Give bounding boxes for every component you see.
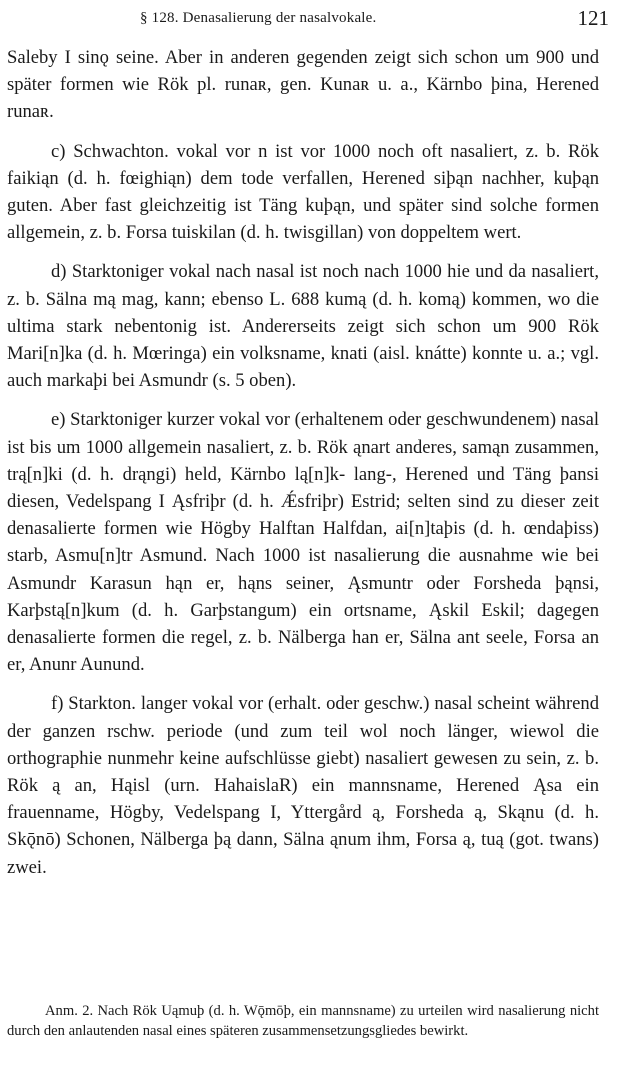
footnote-anm-2: Anm. 2. Nach Rök Uąmuþ (d. h. Wǭmōþ, ein mannsname) zu urteilen wird nasalierung nicht durch den anlautenden nasal eines späteren zusammensetzungsgliedes bewirkt. — [7, 1002, 599, 1040]
paragraph-continuation: Saleby I sinǫ seine. Aber in anderen gegenden zeigt sich schon um 900 und später formen wie Rök pl. runaʀ, gen. Kunaʀ u. a., Kärnbo þina, Herened runaʀ. — [7, 47, 599, 123]
page-header — [0, 6, 621, 32]
page-number: 121 — [577, 6, 609, 30]
paragraph-e: e) Starktoniger kurzer vokal vor (erhaltenem oder geschwundenem) nasal ist bis um 1000 allgemein nasaliert, z. b. Rök ąnart anderes, samąn zusammen, trą[n]ki (d. h. drąngi) held, Kärnbo lą[n]k- lang-, Herened und Täng þansi diesen, Vedelspang I Ąsfriþr (d. h. Ǽsfriþr) Estrid; selten sind zu dieser zeit denasalierte formen wie Högby Halftan Halfdan, ai[n]taþis (d. h. œndaþiss) starb, Asmu[n]tr Asmund. Nach 1000 ist nasalierung die ausnahme wie bei Asmundr Karasun hąn er, hąns seiner, Ąsmuntr oder Forsheda þąnsi, Karþstą[n]kum (d. h. Garþstangum) ein ortsname, Ąskil Eskil; dagegen denasalierte formen die regel, z. b. Nälberga han er, Sälna ant seele, Forsa an er, Anunr Aunund. — [7, 409, 599, 676]
body-text — [7, 44, 599, 881]
paragraph-d: d) Starktoniger vokal nach nasal ist noch nach 1000 hie und da nasaliert, z. b. Sälna mą mag, kann; ebenso L. 688 kumą (d. h. komą) kommen, wo die ultima stark nebentonig ist. Andererseits zeigt sich schon um 900 Rök Mari[n]ka (d. h. Mœringa) ein volksname, knati (aisl. knátte) konnte u. a.; vgl. auch markaþi bei Asmundr (s. 5 oben). — [7, 261, 599, 392]
paragraph-c: c) Schwachton. vokal vor n ist vor 1000 noch oft nasaliert, z. b. Rök faikiąn (d. h. fœighiąn) dem tode verfallen, Herened siþąn nachher, kuþąn guten. Aber fast gleichzeitig ist Täng kuþąn, und später sind solche formen allgemein, z. b. Forsa tuiskilan (d. h. twisgillan) von doppeltem wert. — [7, 140, 599, 244]
paragraph-f: f) Starkton. langer vokal vor (erhalt. oder geschw.) nasal scheint während der ganzen rschw. periode (und zum teil wol noch länger, wiewol die orthographie nunmehr keine aufschlüsse giebt) nasaliert gewesen zu sein, z. b. Rök ą an, Hąisl (urn. HahaislaR) ein mannsname, Herened Ąsa ein frauenname, Högby, Vedelspang I, Yttergård ą, Forsheda ą, Skąnu (d. h. Skǭnō) Schonen, Nälberga þą dann, Sälna ąnum ihm, Forsa ą, tuą (got. twans) zwei. — [7, 693, 599, 878]
running-head: § 128. Denasalierung der nasalvokale. — [140, 10, 377, 26]
